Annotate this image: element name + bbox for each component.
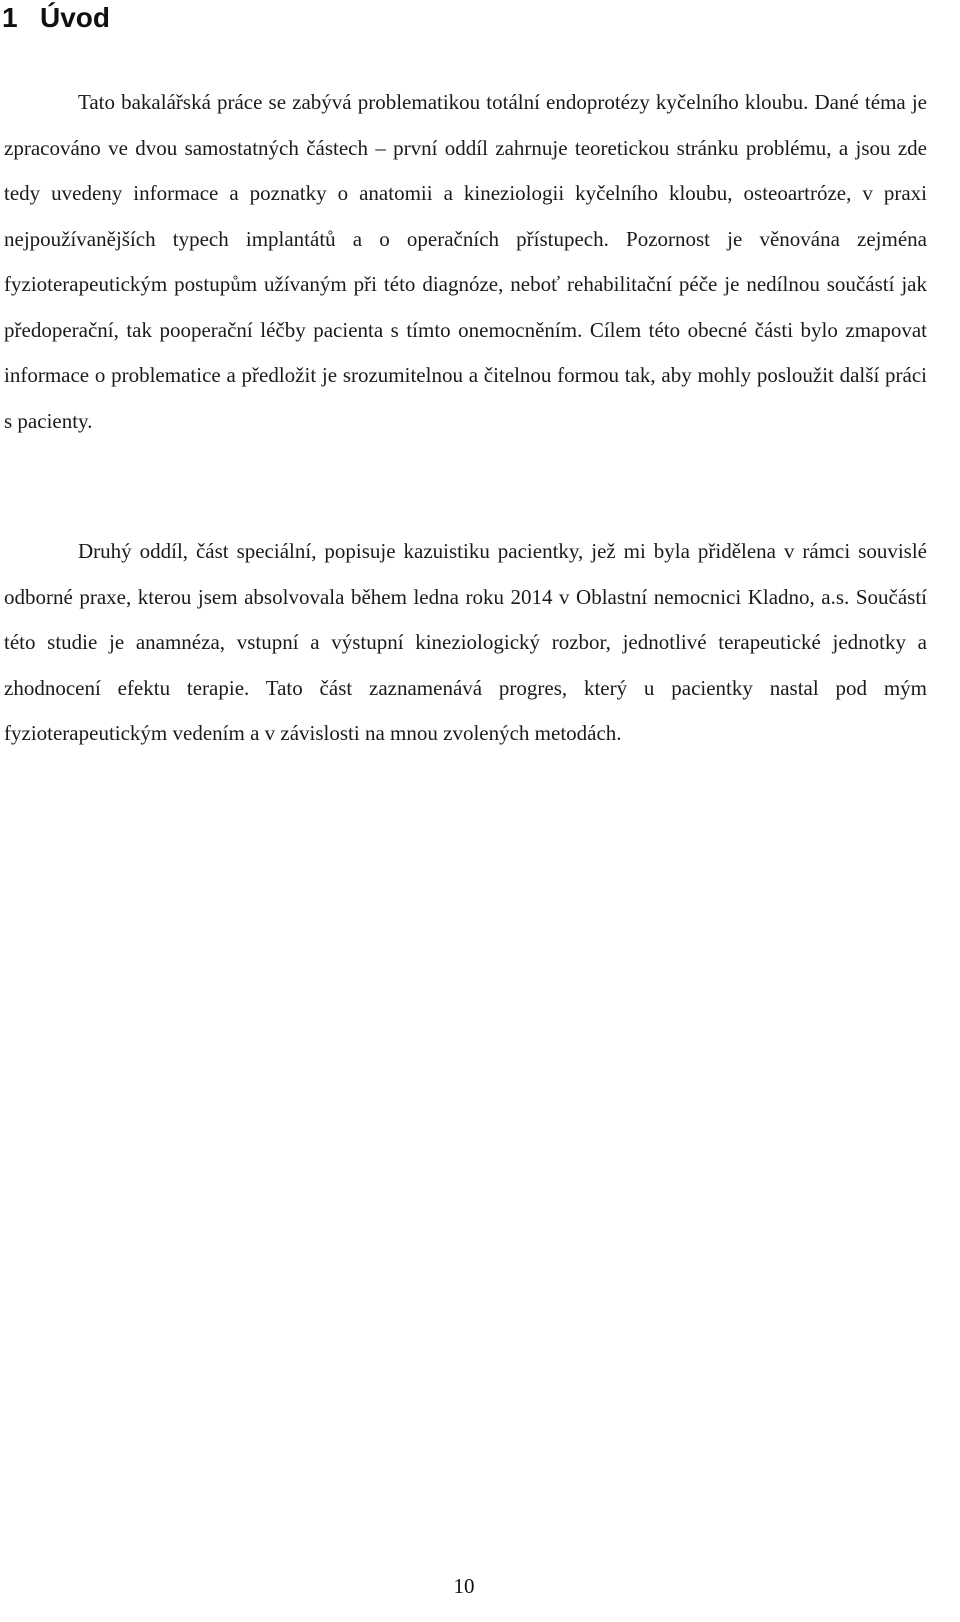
page-number: 10 [453, 1574, 475, 1598]
paragraph-introduction [4, 80, 927, 444]
paragraph-text: Tato bakalářská práce se zabývá problematikou totální endoprotézy kyčelního kloubu. Dané téma je zpracováno ve dvou samostatných částech – první oddíl zahrnuje teoretickou stránku problému, a jsou zde tedy uvedeny informace a poznatky o anatomii a kineziologii kyčelního kloubu, osteoartróze, v praxi nejpoužívanějších typech implantátů a o operačních přístupech. Pozornost je věnována zejména fyzioterapeutickým postupům užívaným při této diagnóze, neboť rehabilitační péče je nedílnou součástí jak předoperační, tak pooperační léčby pacienta s tímto onemocněním. Cílem této obecné části bylo zmapovat informace o problematice a předložit je srozumitelnou a čitelnou formou tak, aby mohly posloužit další práci s pacienty. [4, 90, 927, 433]
paragraph-case-study [4, 529, 927, 757]
paragraph-text: Druhý oddíl, část speciální, popisuje kazuistiku pacientky, jež mi byla přidělena v rámci souvislé odborné praxe, kterou jsem absolvovala během ledna roku 2014 v Oblastní nemocnici Kladno, a.s. Součástí této studie je anamnéza, vstupní a výstupní kineziologický rozbor, jednotlivé terapeutické jednotky a zhodnocení efektu terapie. Tato část zaznamenává progres, který u pacientky nastal pod mým fyzioterapeutickým vedením a v závislosti na mnou zvolených metodách. [4, 539, 927, 745]
chapter-number: 1 [2, 2, 18, 33]
chapter-heading [2, 0, 110, 36]
chapter-title: Úvod [40, 2, 110, 33]
